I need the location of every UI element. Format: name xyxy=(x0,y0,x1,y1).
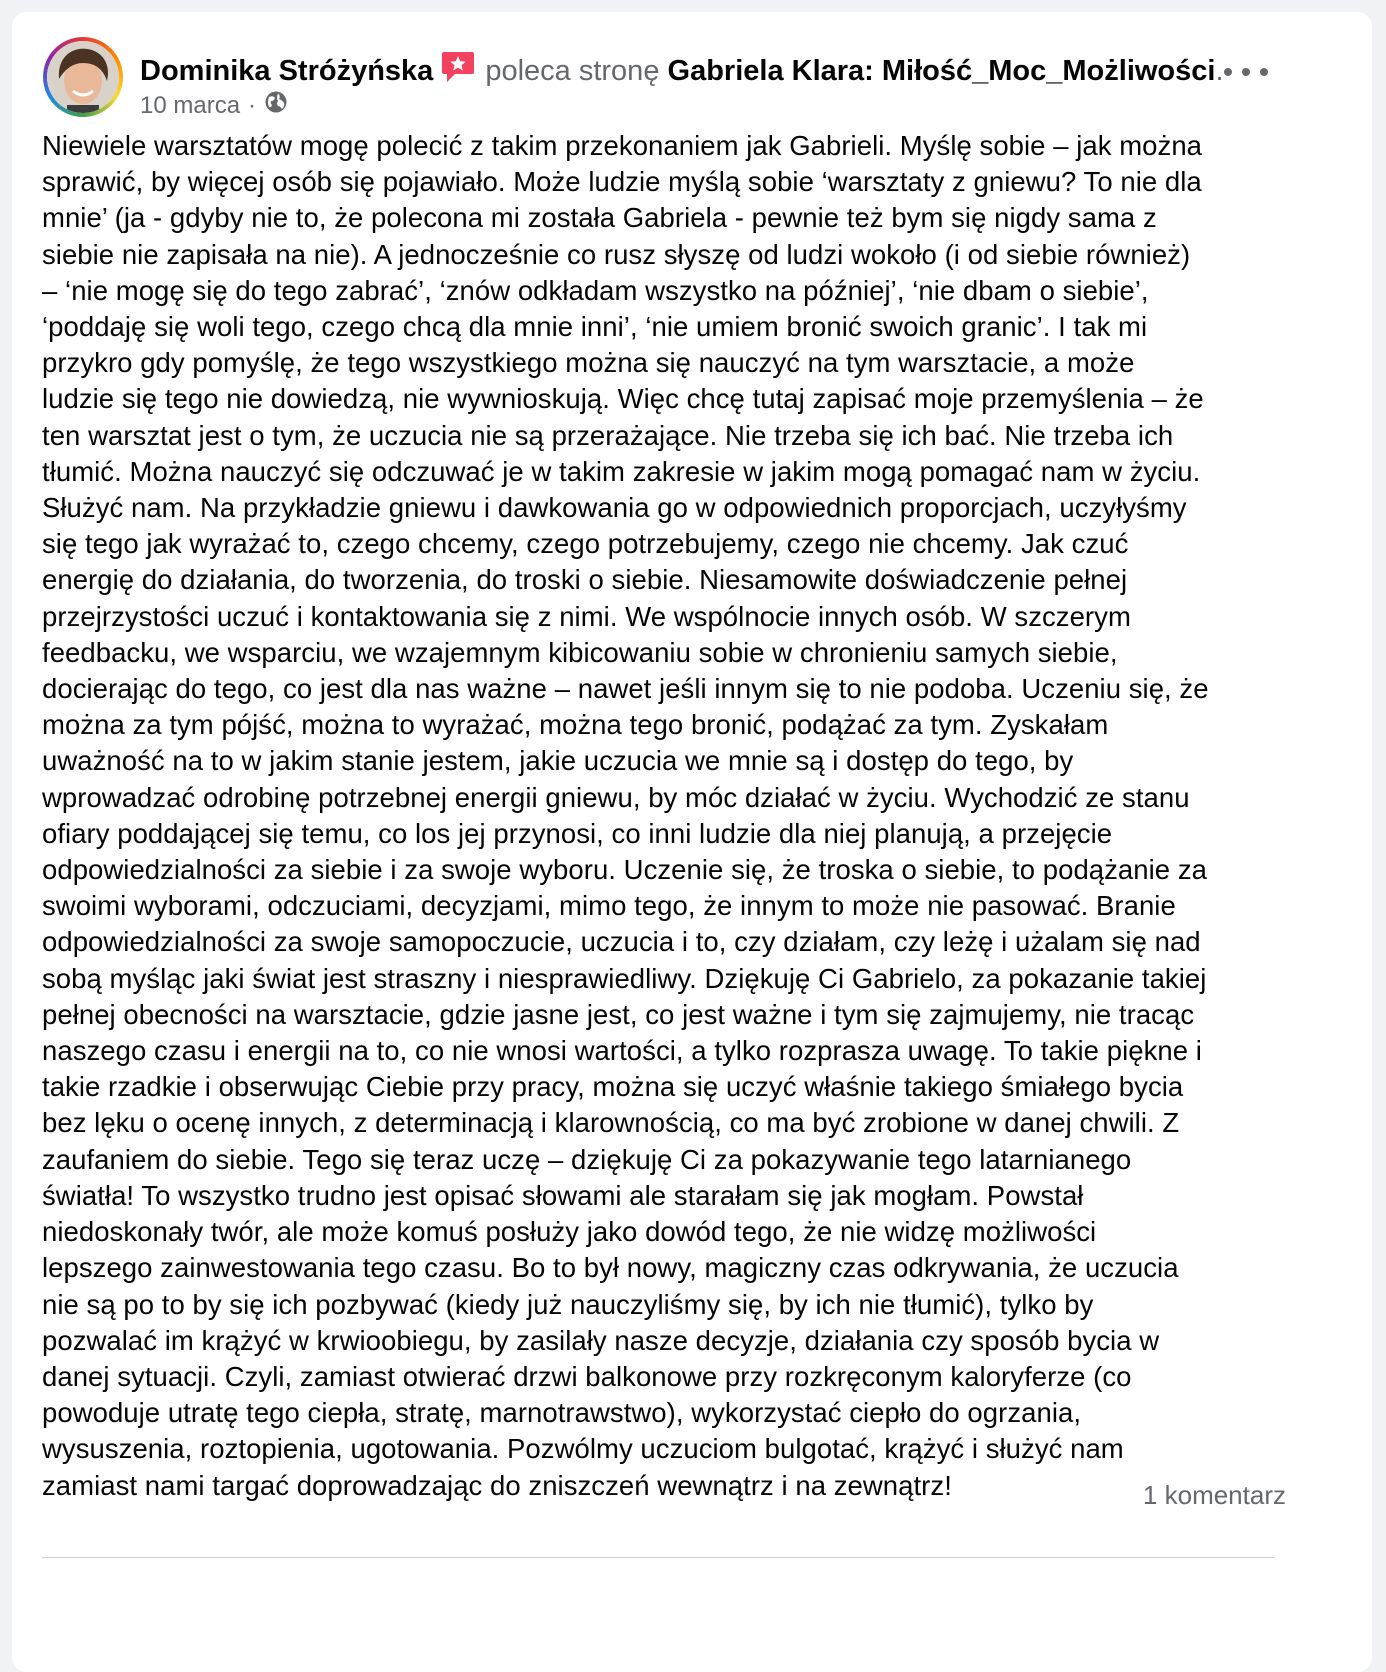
header-line xyxy=(140,50,1224,93)
globe-icon[interactable] xyxy=(264,90,288,122)
post-date[interactable]: 10 marca xyxy=(140,92,241,119)
page-suffix: . xyxy=(1215,55,1224,87)
recommendation-badge-icon xyxy=(441,50,475,93)
post-body: Niewiele warsztatów mogę polecić z takim przekonaniem jak Gabrieli. Myślę sobie – jak można sprawić, by więcej osób się pojawiało. Może ludzie myślą sobie ‘warsztaty z gniewu? To nie dla mnie’ (ja - gdyby nie to, że polecona mi została Gabriela - pewnie też bym się nigdy sama z siebie nie zapisała na nie). A jednocześnie co rusz słyszę od ludzi wokoło (i od siebie również) – ‘nie mogę się do tego zabrać’, ‘znów odkładam wszystko na później’, ‘nie dbam o siebie’, ‘poddaję się woli tego, czego chcą dla mnie inni’, ‘nie umiem bronić swoich granic’. I tak mi przykro gdy pomyślę, że tego wszystkiego można się nauczyć na tym warsztacie, a może ludzie się tego nie dowiedzą, nie wywnioskują. Więc chcę tutaj zapisać moje przemyślenia – że ten warsztat jest o tym, że uczucia nie są przerażające. Nie trzeba się ich bać. Nie trzeba ich tłumić. Można nauczyć się odczuwać je w takim zakresie w jakim mogą pomagać nam w życiu. Służyć nam. Na przykładzie gniewu i dawkowania go w odpowiednich proporcjach, uczyłyśmy się tego jak wyrażać to, czego chcemy, czego potrzebujemy, czego nie chcemy. Jak czuć energię do działania, do tworzenia, do troski o siebie. Niesamowite doświadczenie pełnej przejrzystości uczuć i kontaktowania się z nimi. We wspólnocie innych osób. W szczerym feedbacku, we wsparciu, we wzajemnym kibicowaniu sobie w chronieniu samych siebie, docierając do tego, co jest dla nas ważne – nawet jeśli innym się to nie podoba. Uczeniu się, że można za tym pójść, można to wyrażać, można tego bronić, podążać za tym. Zyskałam uważność na to w jakim stanie jestem, jakie uczucia we mnie są i dostęp do tego, by wprowadzać odrobinę potrzebnej energii gniewu, by móc działać w życiu. Wychodzić ze stanu ofiary poddającej się temu, co los jej przynosi, co inni ludzie dla niej planują, a przejęcie odpowiedzialności za siebie i za swoje wyboru. Uczenie się, że troska o siebie, to podążanie za swoimi wyborami, odczuciami, decyzjami, mimo tego, że innym to może nie pasować. Branie odpowiedzialności za swoje samopoczucie, uczucia i to, czy działam, czy leżę i użalam się nad sobą myśląc jaki świat jest straszny i niesprawiedliwy. Dziękuję Ci Gabrielo, za pokazanie takiej pełnej obecności na warsztacie, gdzie jasne jest, co jest ważne i tym się zajmujemy, nie tracąc naszego czasu i energii na to, co nie wnosi wartości, a tylko rozprasza uwagę. To takie piękne i takie rzadkie i obserwując Ciebie przy pracy, można się uczyć właśnie takiego śmiałego bycia bez lęku o ocenę innych, z determinacją i klarownością, co ma być zrobione w danej chwili. Z zaufaniem do siebie. Tego się teraz uczę – dziękuję Ci za pokazywanie tego latarnianego światła! To wszystko trudno jest opisać słowami ale starałam się jak mogłam. Powstał niedoskonały twór, ale może komuś posłuży jako dowód tego, że nie widzę możliwości lepszego zainwestowania tego czasu. Bo to był nowy, magiczny czas odkrywania, że uczucia nie są po to by się ich pozbywać (kiedy już nauczyliśmy się, by ich nie tłumić), tylko by pozwalać im krążyć w krwioobiegu, by zasilały nasze decyzje, działania czy sposób bycia w danej sytuacji. Czyli, zamiast otwierać drzwi balkonowe przy rozkręconym kaloryferze (co powoduje utratę tego ciepła, stratę, marnotrawstwo), wykorzystać ciepło do ogrzania, wysuszenia, roztopienia, ugotowania. Pozwólmy uczuciom bulgotać, krążyć i służyć nam zamiast nami targać doprowadzając do zniszczeń wewnątrz i na zewnątrz! xyxy=(42,130,1209,1501)
post-header xyxy=(12,12,1372,122)
page-name-link[interactable]: Gabriela Klara: Miłość_Moc_Możliwości xyxy=(667,55,1216,87)
avatar-image xyxy=(47,41,119,113)
avatar[interactable] xyxy=(43,37,123,117)
post-meta xyxy=(140,90,288,122)
more-options-icon[interactable] xyxy=(1224,60,1268,84)
meta-separator: · xyxy=(248,92,257,119)
divider xyxy=(42,1557,1274,1558)
comments-count-link[interactable]: 1 komentarz xyxy=(1142,1480,1286,1510)
author-name[interactable]: Dominika Stróżyńska xyxy=(140,55,434,87)
post-card xyxy=(12,12,1372,1672)
post-action: poleca stronę xyxy=(485,55,660,87)
person-icon xyxy=(47,41,119,113)
